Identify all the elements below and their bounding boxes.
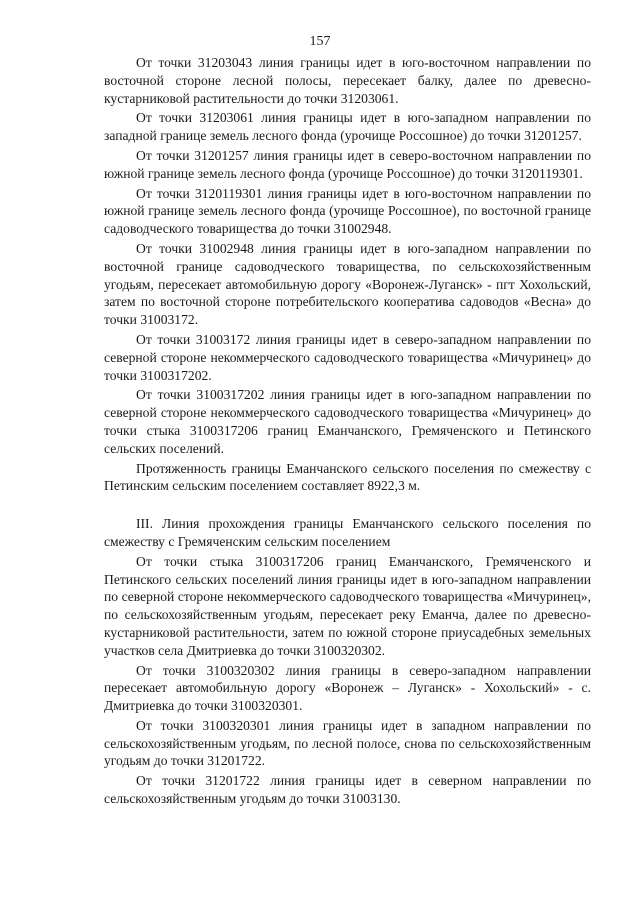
paragraph: От точки 3100320302 линия границы в северо-западном направлении пересекает автомобильную дорогу «Воронеж – Луганск» - Хохольский» - с. Дмитриевка до точки 3100320301. <box>104 662 591 714</box>
paragraph: От точки 31203061 линия границы идет в юго-западном направлении по западной границе земель лесного фонда (урочище Россошное) до точки 31201257. <box>104 110 591 144</box>
page-number: 157 <box>309 34 331 49</box>
paragraph: От точки 3120119301 линия границы идет в юго-восточном направлении по южной границе земель лесного фонда (урочище Россошное), по восточной границе садоводческого товарищества до точки 31002948. <box>104 185 591 237</box>
section-heading: III. Линия прохождения границы Еманчанского сельского поселения по смежеству с Гремяченским сельским поселением <box>104 516 591 549</box>
paragraph: От точки 31003172 линия границы идет в северо-западном направлении по северной стороне некоммерческого садоводческого товарищества «Мичуринец» до точки 3100317202. <box>104 331 591 383</box>
paragraph: От точки 31201722 линия границы идет в северном направлении по сельскохозяйственным угодьям до точки 31003130. <box>104 773 591 807</box>
paragraph: От точки 31203043 линия границы идет в юго-восточном направлении по восточной стороне лесной полосы, пересекает балку, далее по древесно-кустарниковой растительности до точки 31203061. <box>104 55 591 106</box>
paragraph: От точки 31201257 линия границы идет в северо-восточном направлении по южной границе земель лесного фонда (урочище Россошное) до точки 3120119301. <box>104 147 591 181</box>
paragraph: От точки стыка 3100317206 границ Еманчанского, Гремяченского и Петинского сельских поселений линия границы идет в юго-западном направлении по северной стороне некоммерческого садоводческого товарищества «Мичуринец», по сельскохозяйственным угодьям, пересекает реку Еманча, далее по древесно-кустарниковой растительности, затем по южной стороне приусадебных земельных участков села Дмитриевка до точки 3100320302. <box>104 553 591 658</box>
paragraph: От точки 3100320301 линия границы идет в западном направлении по сельскохозяйственным угодьям, по лесной полосе, снова по сельскохозяйственным угодьям до точки 31201722. <box>104 717 591 769</box>
paragraph: От точки 31002948 линия границы идет в юго-западном направлении по восточной границе садоводческого товарищества, по сельскохозяйственным угодьям, пересекает автомобильную дорогу «Воронеж-Луганск» - пгт Хохольский, затем по восточной стороне потребительского кооператива садоводов «Весна» до точки 31003172. <box>104 240 591 328</box>
paragraph: Протяженность границы Еманчанского сельского поселения по смежеству с Петинским сельским поселением составляет 8922,3 м. <box>104 460 591 494</box>
document-body <box>104 54 591 810</box>
paragraph: От точки 3100317202 линия границы идет в юго-западном направлении по северной стороне некоммерческого садоводческого товарищества «Мичуринец» до точки стыка 3100317206 границ Еманчанского, Гремяченского и Петинского сельских поселений. <box>104 387 591 456</box>
